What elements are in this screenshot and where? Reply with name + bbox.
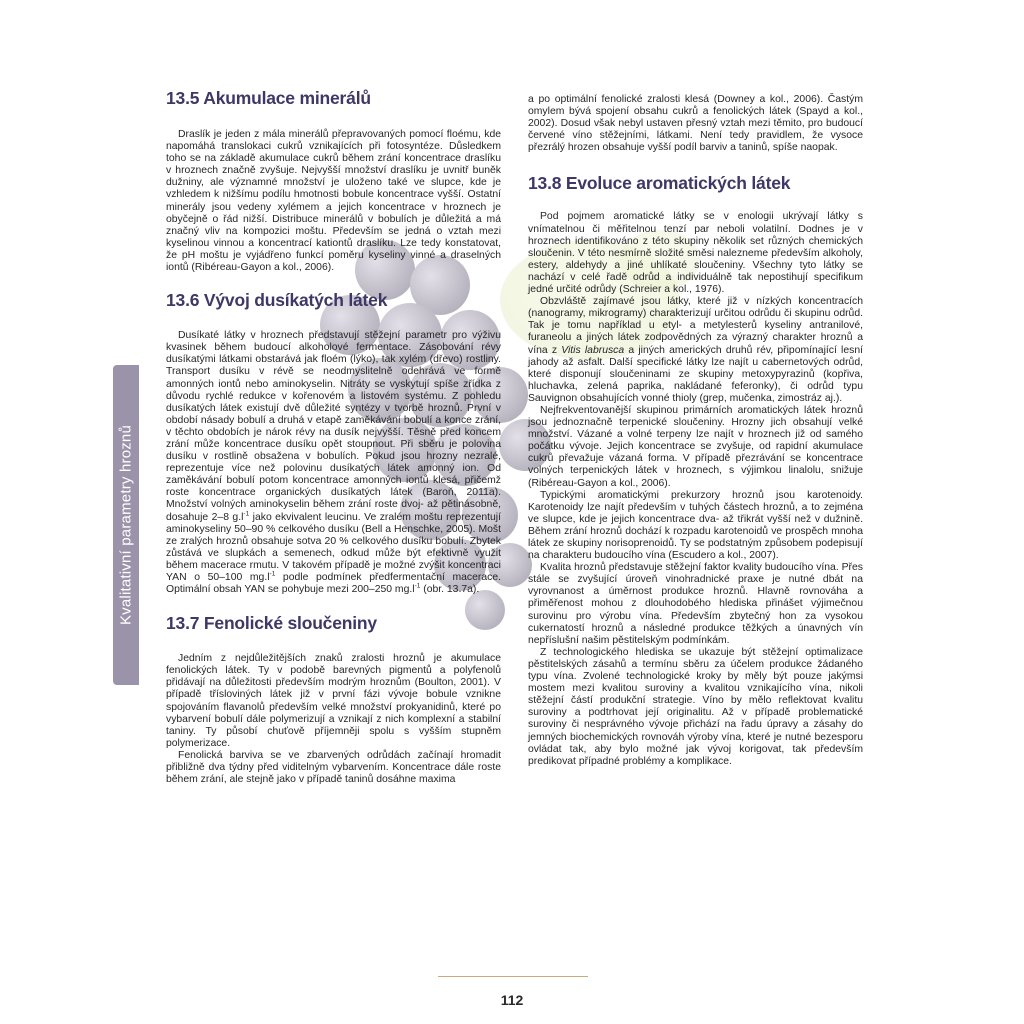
- footer-divider: [438, 976, 588, 977]
- chapter-side-tab-label: Kvalitativní parametry hroznů: [117, 424, 135, 626]
- paragraph-13-6-1: [166, 330, 501, 596]
- paragraph-13-8-2-part-a: Obzvláště zajímavé jsou látky, které již v nízkých koncentracích (nanogramy, mikrogramy) charakterizují určitou odrůdu či skupinu odrůd. Tak je tomu například u etyl- a metylesterů kyseliny antranilové, furaneolu a jiných látek zodpovědných za výrazný charakter hroznů a vína z: [528, 296, 863, 356]
- paragraph-13-8-6: Z technologického hlediska se ukazuje být stěžejní optimalizace pěstitelských zásahů a termínu sběru za účelem produkce žádaného typu vína. Zvolené technologické kroky by měly být pouze jakýmsi mostem mezi kvalitou suroviny a kvalitou vznikajícího vína, nikoli stěžejní částí produkční strategie. Víno by mělo reflektovat kvalitu suroviny a podtrhovat její originalitu. Až v případě problematické suroviny či nesprávného vývoje přichází na řadu úpravy a zásahy do jemných biochemických rovnováh výroby vína, které je nutné bezesporu ovládat tak, aby bylo možné jak vývoj korigovat, tak především predikovat případné problémy a komplikace.: [528, 646, 863, 767]
- paragraph-13-8-2-part-b: a jiných amerických druhů rév, připomínající lesní jahody až asfalt. Další specifické látky lze najít u cabernetových odrůd, které disponují sloučeninami ze skupiny metoxypyrazinů (kopřiva, hluchavka, zelená paprika, nakládané feferonky), či odrůd typu Sauvignon obsahujících vonné thioly (grep, mučenka, zimostráz aj.).: [528, 344, 863, 404]
- paragraph-13-7-2: Fenolická barviva se ve zbarvených odrůdách začínají hromadit přibližně dva týdny před viditelným vybarvením. Koncentrace dále roste během zrání, ale stejně jako v případě taninů dosáhne maxima: [166, 749, 501, 786]
- paragraph-13-6-part-a: Dusíkaté látky v hroznech představují stěžejní parametr pro výživu kvasinek během budoucí alkoholové fermentace. Zásobování révy dusíkatými látkami obstarává jak floém (lýko), tak xylém (dřevo) rostliny. Transport dusíku v révě se neodmyslitelně odehrává ve formě amonných iontů nebo aminokyselin. Nitráty se vyskytují spíše zřídka z důvodu rychlé redukce v kořenovém a listovém systému. Z pohledu dusíkatých látek existují dvě důležité syntézy v tvorbě hroznů. První v období násady bobulí a druhá v etapě zaměkávání bobulí a konce zrání, v těchto obdobích je nárok révy na dusík nejvyšší. Těsně před koncem zrání může koncentrace dusíku opět stoupnout. Při sběru je polovina dusíku v rostlině obsažena v bobulích. Pokud jsou hrozny nezralé, reprezentuje více než polovinu dusíkatých látek amonný ion. Od zaměkávání bobulí potom koncentrace amonných iontů klesá, přičemž roste koncentrace organických dusíkatých látek (Baroň, 2011a). Množství volných aminokyselin během zrání roste dvoj- až pětinásobně, dosahuje 2–8 g.l: [166, 330, 501, 523]
- paragraph-13-7-continued: a po optimální fenolické zralosti klesá (Downey a kol., 2006). Častým omylem bývá spojení obsahu cukrů a fenolických látek (Spayd a kol., 2002). Dosud však nebyl ustaven přesný vztah mezi těmito, pro budoucí červené víno stěžejními, látkami. Není tedy pravidlem, že vysoce přezrálý hrozen obsahuje vyšší podíl barviv a taninů, spíše naopak.: [528, 94, 863, 154]
- right-column: [528, 94, 863, 768]
- superscript-unit-3: -1: [414, 582, 421, 590]
- paragraph-13-8-2: [528, 296, 863, 405]
- paragraph-13-8-5: Kvalita hroznů představuje stěžejní faktor kvality budoucího vína. Přes stále se zvyšující úroveň vinohradnické praxe je nutné dbát na vyrovnanost a úměrnost produkce hroznů. Hlavně rovnováha a přiměřenost mohou z dlouhodobého hlediska přinášet výjimečnou surovinu pro výrobu vína. Především zbytečný hon za vysokou cukernatostí hroznů a následné produkce těžkých a únavných vín nepříslušní našim pěstitelským podmínkám.: [528, 562, 863, 646]
- page-number: 112: [500, 992, 524, 1008]
- left-column: [166, 88, 501, 786]
- heading-13-8: 13.8 Evoluce aromatických látek: [528, 173, 791, 194]
- heading-13-5: 13.5 Akumulace minerálů: [166, 88, 371, 108]
- paragraph-13-6-part-d: (obr. 13.7a).: [420, 584, 480, 596]
- heading-13-7: 13.7 Fenolické sloučeniny: [166, 613, 377, 634]
- paragraph-13-6-part-c: podle podmínek předfermentační macerace. Optimální obsah YAN se pohybuje mezi 200–250 mg.l: [166, 572, 501, 596]
- paragraph-13-6-part-b: jako ekvivalent leucinu. Ve zralém moštu reprezentují aminokyseliny 50–90 % celkového dusíku (Bell a Henschke, 2005). Mošt ze zralých hroznů obsahuje sotva 20 % celkového dusíku bobulí. Zbytek zůstává ve slupkách a semenech, odkud může být efektivně využit během macerace rmutu. V takovém případě je možné zvýšit koncentraci YAN o 50–100 mg.l: [166, 511, 501, 583]
- paragraph-13-8-1: Pod pojmem aromatické látky se v enologii ukrývají látky s vnímatelnou či měřitelnou tenzí par neboli volatilní. Dodnes je v hroznech identifikováno z této skupiny několik set různých chemických sloučenin. V této nesmírně složité směsi nalezneme především alkoholy, estery, aldehydy a jiné uhlíkaté sloučeniny. Všechny tyto látky se nachází v celé řadě odrůd a individuálně tak nepostihují specifikum jedné určité odrůdy (Schreier a kol., 1976).: [528, 211, 863, 296]
- chapter-side-tab: [113, 365, 139, 685]
- paragraph-13-7-1: Jedním z nejdůležitějších znaků zralosti hroznů je akumulace fenolických látek. Ty v podobě barevných pigmentů a polyfenolů přidávají na důležitosti především modrým hroznům (Boulton, 2001). V případě třísloviných látek již v první fázi vývoje bobule vznikne spojováním flavanolů především velké množství prokyanidinů, které po vybarvení bobulí dále polymerizují a vznikají z nich komplexní a stabilní taniny. Ty působí chuťově příjemněji spolu s vyšším stupněm polymerizace.: [166, 653, 501, 749]
- superscript-unit-1: -1: [243, 510, 250, 518]
- paragraph-13-8-4: Typickými aromatickými prekurzory hroznů jsou karotenoidy. Karotenoidy lze najít především v tuhých částech hroznů, a to zejména ve slupce, kde je jejich koncentrace dva- až třikrát vyšší než v dužnině. Během zrání hroznů dochází k rozpadu karotenoidů ve prospěch mnoha látek ze skupiny norisoprenoidů. Ty se podstatným způsobem podepisují na charakteru budoucího vína (Escudero a kol., 2007).: [528, 489, 863, 562]
- paragraph-13-5-1: Draslík je jeden z mála minerálů přepravovaných pomocí floému, kde napomáhá translokaci cukrů vznikajících při fotosyntéze. Důsledkem toho se na základě akumulace cukrů během zrání koncentrace draslíku v hroznech značně zvyšuje. Nejvyšší množství draslíku je uvnitř buněk dužniny, ale významné množství je uloženo také ve slupce, kde je vzhledem k nižšímu podílu hmotnosti bobule koncentrace vyšší. Ostatní minerály jsou vedeny xylémem a jejich koncentrace v hroznech je obyčejně o řád nižší. Distribuce minerálů v bobulích je důležitá a má značný vliv na kompozici moštu. Především se jedná o vztah mezi kyselinou vinnou a koncentrací kationtů draslíku. Lze tedy konstatovat, že pH moštu je vyjádřeno funkcí poměru kyseliny vinné a draselných iontů (Ribéreau-Gayon a kol., 2006).: [166, 129, 501, 274]
- species-name-italic: Vitis labrusca: [561, 344, 625, 356]
- paragraph-13-8-3: Nejfrekventovanější skupinou primárních aromatických látek hroznů jsou jednoznačně terpenické sloučeniny. Hrozny jich obsahují velké množství. Vázané a volné terpeny lze najít v hroznech již od samého počátku vývoje. Jejich koncentrace se zvyšuje, od rapidní akumulace cukrů převažuje vázaná forma. V případě přezrávání se koncentrace volných terpenických látek v hroznech, s výjimkou linalolu, snižuje (Ribéreau-Gayon a kol., 2006).: [528, 404, 863, 489]
- superscript-unit-2: -1: [269, 570, 276, 578]
- heading-13-6: 13.6 Vývoj dusíkatých látek: [166, 290, 388, 311]
